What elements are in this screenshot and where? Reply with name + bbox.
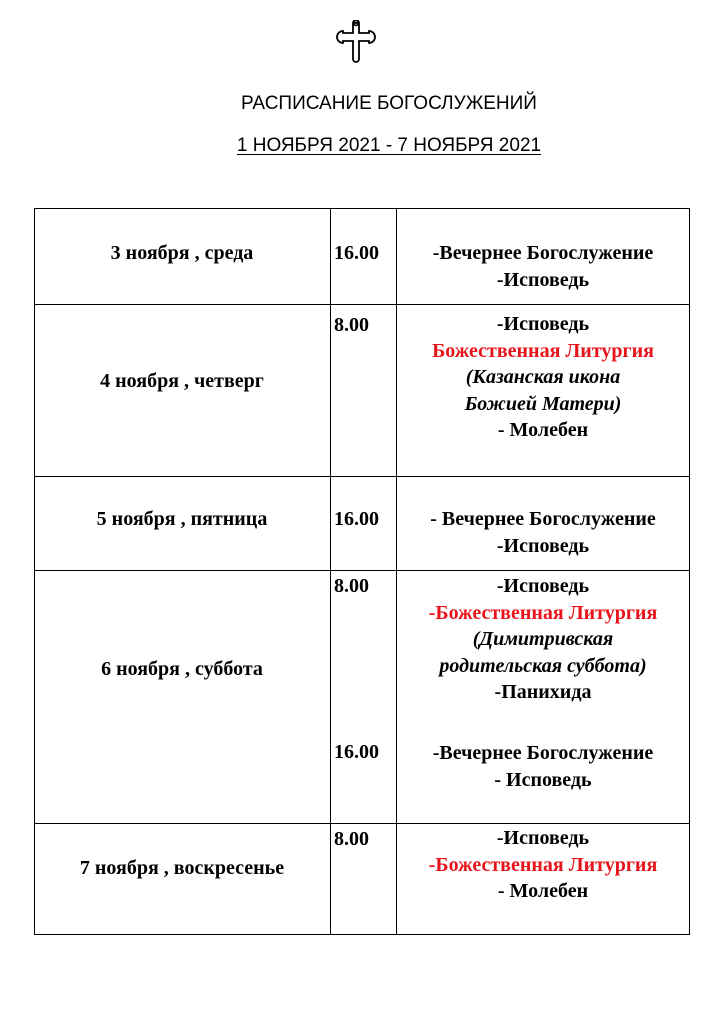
service-item: -Вечернее Богослужение <box>432 242 654 264</box>
service-item: -Исповедь <box>496 313 590 335</box>
day-label: 6 ноября , суббота <box>101 658 263 680</box>
service-item: -Вечернее Богослужение <box>432 742 654 764</box>
service-list <box>396 573 690 706</box>
day-label: 4 ноября , четверг <box>100 370 264 392</box>
service-list <box>396 825 690 905</box>
service-item: -Исповедь <box>496 534 590 557</box>
day-label: 7 ноября , воскресенье <box>79 857 285 879</box>
service-item: - Исповедь <box>494 768 592 791</box>
service-time: 16.00 <box>334 741 379 763</box>
service-item: - Вечернее Богослужение <box>430 508 656 530</box>
date-range: 1 НОЯБРЯ 2021 - 7 НОЯБРЯ 2021 <box>236 135 542 156</box>
service-time: 16.00 <box>334 508 379 530</box>
service-list <box>396 311 690 444</box>
day-label: 5 ноября , пятница <box>96 508 268 530</box>
service-item: -Исповедь <box>496 575 590 597</box>
service-time: 8.00 <box>334 828 369 850</box>
liturgy-item: Божественная Литургия <box>432 339 654 362</box>
service-time: 8.00 <box>334 575 369 597</box>
liturgy-item: -Божественная Литургия <box>428 853 658 876</box>
liturgy-item: -Божественная Литургия <box>428 601 658 624</box>
service-item: -Панихида <box>494 681 592 703</box>
service-list <box>396 240 690 293</box>
schedule-table <box>34 208 690 935</box>
orthodox-cross-icon <box>336 20 376 66</box>
service-item: - Молебен <box>497 880 589 902</box>
page-title: РАСПИСАНИЕ БОГОСЛУЖЕНИЙ <box>241 93 537 114</box>
service-time: 8.00 <box>334 314 369 336</box>
feast-note: (Казанская икона <box>465 366 621 388</box>
service-item: -Исповедь <box>496 827 590 849</box>
feast-note: (Димитривская <box>472 628 614 650</box>
day-label: 3 ноября , среда <box>110 242 254 264</box>
service-item: - Молебен <box>497 419 589 441</box>
service-item: -Исповедь <box>496 268 590 291</box>
service-list <box>396 740 690 793</box>
feast-note: родительская суббота) <box>439 654 647 677</box>
service-time: 16.00 <box>334 242 379 264</box>
feast-note: Божией Матери) <box>464 392 622 415</box>
service-list <box>396 506 690 559</box>
